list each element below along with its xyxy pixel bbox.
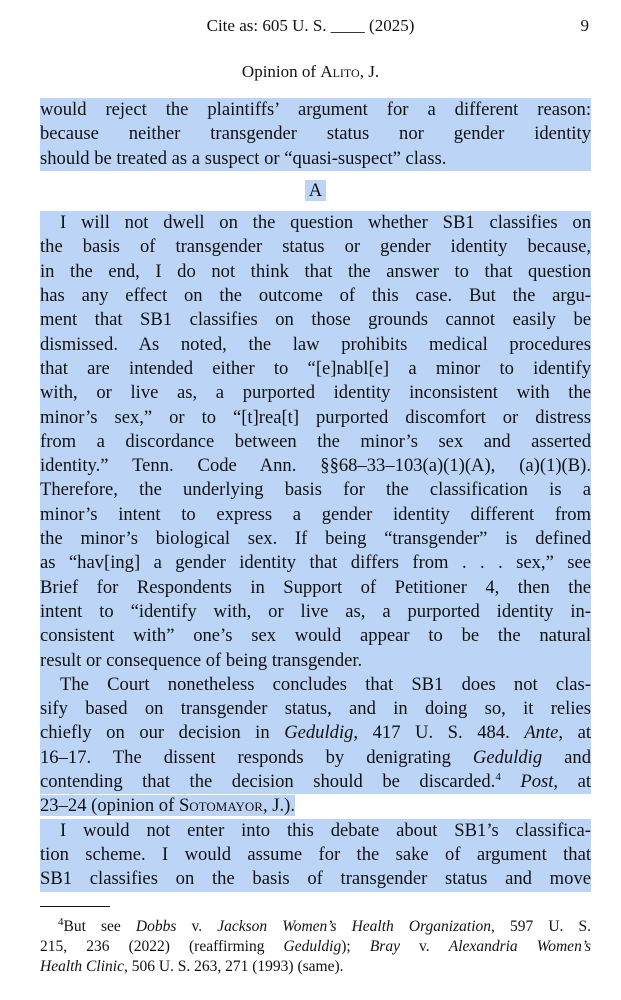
text-run: chiefly on our decision in bbox=[40, 722, 285, 744]
text-line[interactable]: in the end, I do not think that the answer to that question bbox=[40, 260, 591, 284]
opinion-author-suffix: , J. bbox=[359, 62, 380, 81]
text-run: contending that the decision should be discarded. bbox=[40, 771, 496, 793]
section-heading-label[interactable]: A bbox=[305, 180, 326, 201]
opinion-author: Alito bbox=[320, 62, 360, 81]
text-run: v. bbox=[399, 938, 449, 955]
text-line[interactable]: minor’s intent to express a gender identity different from bbox=[40, 503, 591, 527]
text-line[interactable]: dismissed. As noted, the law prohibits medical procedures bbox=[40, 333, 591, 357]
case-name: Bray bbox=[369, 938, 400, 955]
text-run: 215, 236 (2022) (reaffirming bbox=[40, 938, 284, 955]
highlighted-text bbox=[40, 795, 295, 816]
text-line[interactable]: consistent with” one’s sex would appear to be the natural bbox=[40, 624, 591, 648]
text-line[interactable]: as “hav[ing] a gender identity that differs from . . . sex,” see bbox=[40, 551, 591, 575]
text-run: , at bbox=[553, 771, 591, 793]
text-run: ); bbox=[341, 938, 370, 955]
case-name: Health Clinic bbox=[40, 958, 124, 975]
text-run: and bbox=[542, 746, 591, 768]
text-line[interactable]: ment that SB1 classifies on those grounds cannot easily be bbox=[40, 308, 591, 332]
footnote-divider bbox=[40, 906, 110, 907]
text-line[interactable]: I would not enter into this debate about SB1’s classifica- bbox=[40, 819, 591, 843]
text-line[interactable]: I will not dwell on the question whether SB1 classifies on bbox=[40, 211, 591, 235]
text-line[interactable]: should be treated as a suspect or “quasi-suspect” class. bbox=[40, 147, 591, 171]
text-line[interactable]: result or consequence of being transgender. bbox=[40, 649, 591, 673]
text-line[interactable]: minor’s sex,” or to “[t]rea[t] purported discomfort or distress bbox=[40, 406, 591, 430]
text-run bbox=[501, 771, 521, 792]
section-heading bbox=[40, 179, 591, 203]
text-line[interactable]: from a discordance between the minor’s sex and asserted bbox=[40, 430, 591, 454]
signal-word: Post bbox=[520, 771, 554, 793]
case-name: Dobbs bbox=[135, 918, 177, 935]
footnote-line bbox=[40, 917, 591, 937]
text-run: v. bbox=[176, 918, 218, 935]
text-line[interactable]: identity.” Tenn. Code Ann. §§68–33–103(a)(1)(A), (a)(1)(B). bbox=[40, 454, 591, 478]
text-run: 16–17. The dissent responds by denigrating bbox=[40, 746, 473, 768]
opinion-prefix: Opinion of bbox=[241, 62, 321, 81]
footnote-number: 4 bbox=[58, 915, 64, 928]
footnote-line bbox=[40, 957, 591, 977]
text-run: , J.). bbox=[262, 795, 295, 817]
text-run: , 506 U. S. 263, 271 (1993) (same). bbox=[123, 958, 344, 975]
text-line[interactable]: that are intended either to “[e]nabl[e] a minor to identify bbox=[40, 357, 591, 381]
text-run: But see bbox=[63, 918, 136, 935]
text-line[interactable] bbox=[40, 770, 591, 794]
footnote-marker[interactable]: 4 bbox=[495, 770, 501, 783]
text-line[interactable]: SB1 classifies on the basis of transgender status and move bbox=[40, 867, 591, 891]
opinion-author-line bbox=[0, 60, 621, 84]
footnote bbox=[40, 917, 591, 977]
text-line[interactable]: the minor’s biological sex. If being “transgender” is defined bbox=[40, 527, 591, 551]
text-run: 23–24 (opinion of bbox=[40, 795, 179, 817]
case-name: Geduldig bbox=[284, 722, 354, 744]
text-line[interactable]: has any effect on the outcome of this case. But the argu- bbox=[40, 284, 591, 308]
signal-word: Ante bbox=[524, 722, 559, 744]
text-run: , 417 U. S. 484. bbox=[353, 722, 525, 744]
case-name: Jackson Women’s Health Organization bbox=[217, 918, 491, 935]
opinion-body[interactable] bbox=[40, 98, 591, 892]
text-line[interactable]: would reject the plaintiffs’ argument for a different reason: bbox=[40, 98, 591, 122]
case-name: Geduldig bbox=[472, 746, 543, 768]
text-run: , 597 U. S. bbox=[491, 918, 591, 935]
text-line[interactable]: because neither transgender status nor gender identity bbox=[40, 122, 591, 146]
text-line[interactable]: with, or live as, a purported identity inconsistent with the bbox=[40, 381, 591, 405]
running-header-cite: Cite as: 605 U. S. ____ (2025) bbox=[206, 16, 415, 35]
page-number: 9 bbox=[580, 16, 589, 35]
text-line[interactable]: Brief for Respondents in Support of Petitioner 4, then the bbox=[40, 576, 591, 600]
text-line[interactable]: intent to “identify with, or live as, a purported identity in- bbox=[40, 600, 591, 624]
text-run: , at bbox=[558, 722, 591, 744]
text-line[interactable]: the basis of transgender status or gender identity because, bbox=[40, 235, 591, 259]
text-line[interactable]: sify based on transgender status, and in doing so, it relies bbox=[40, 697, 591, 721]
text-line[interactable] bbox=[40, 794, 591, 818]
text-line[interactable] bbox=[40, 746, 591, 770]
justice-name: Sotomayor bbox=[178, 795, 263, 817]
text-line[interactable]: The Court nonetheless concludes that SB1 does not clas- bbox=[40, 673, 591, 697]
footnote-line bbox=[40, 937, 591, 957]
case-name: Geduldig bbox=[283, 938, 342, 955]
text-line[interactable] bbox=[40, 721, 591, 745]
case-name: Alexandria Women’s bbox=[448, 938, 592, 955]
text-line[interactable]: Therefore, the underlying basis for the classification is a bbox=[40, 478, 591, 502]
text-line[interactable]: tion scheme. I would assume for the sake of argument that bbox=[40, 843, 591, 867]
